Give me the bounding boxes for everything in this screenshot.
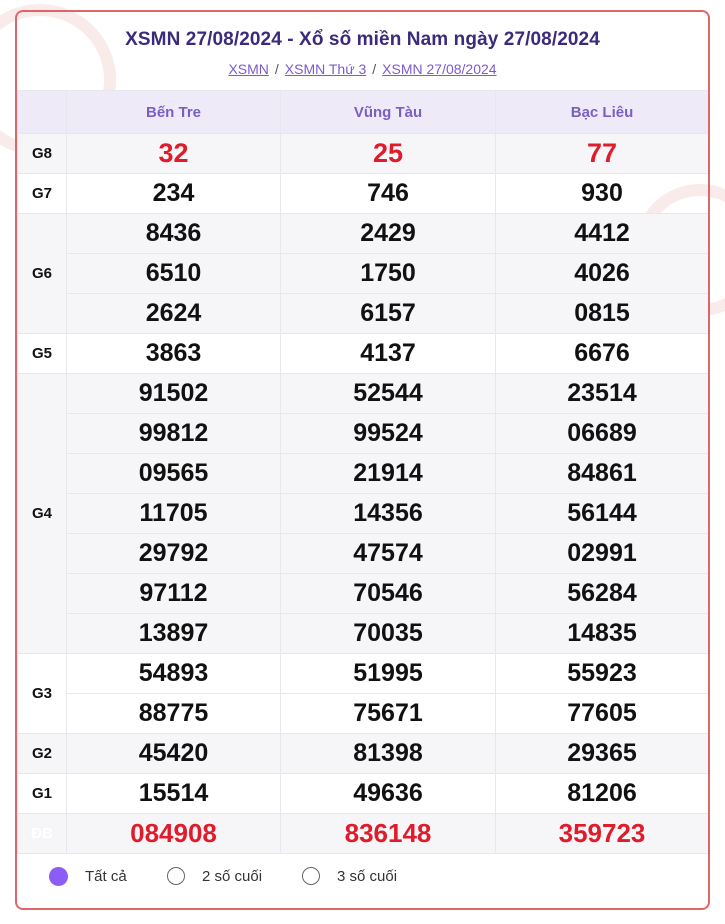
result-number: 51995	[281, 654, 496, 694]
breadcrumb-link-xsmn[interactable]: XSMN	[228, 61, 269, 77]
filter-option-last-3[interactable]	[302, 864, 397, 888]
result-number: 234	[67, 174, 281, 214]
filter-label: Tất cả	[85, 867, 127, 885]
prize-row	[18, 614, 709, 654]
result-number: 4412	[496, 214, 709, 254]
result-number: 70546	[281, 574, 496, 614]
prize-row	[18, 294, 709, 334]
prize-row	[18, 334, 709, 374]
result-number: 14835	[496, 614, 709, 654]
result-number: 1750	[281, 254, 496, 294]
breadcrumb-separator: /	[372, 61, 377, 77]
prize-label: G7	[18, 174, 67, 214]
prize-label: G4	[18, 374, 67, 654]
result-number: 930	[496, 174, 709, 214]
province-header: Bến Tre	[67, 91, 281, 134]
result-number: 23514	[496, 374, 709, 414]
results-table	[17, 90, 709, 854]
result-number: 91502	[67, 374, 281, 414]
filter-label: 3 số cuối	[337, 867, 398, 885]
result-number: 97112	[67, 574, 281, 614]
table-header-row	[18, 91, 709, 134]
prize-row	[18, 494, 709, 534]
prize-row	[18, 774, 709, 814]
prize-label: G8	[18, 134, 67, 174]
result-number: 0815	[496, 294, 709, 334]
prize-row	[18, 814, 709, 854]
result-number: 52544	[281, 374, 496, 414]
prize-label: G1	[18, 774, 67, 814]
result-number: 54893	[67, 654, 281, 694]
result-number: 746	[281, 174, 496, 214]
prize-row	[18, 694, 709, 734]
prize-row	[18, 574, 709, 614]
header-prize-column	[18, 91, 67, 134]
result-number: 77	[496, 134, 709, 174]
result-number: 56144	[496, 494, 709, 534]
result-number: 56284	[496, 574, 709, 614]
prize-row	[18, 454, 709, 494]
result-number: 99524	[281, 414, 496, 454]
result-number: 836148	[281, 814, 496, 854]
result-number: 6510	[67, 254, 281, 294]
result-number: 99812	[67, 414, 281, 454]
result-number: 49636	[281, 774, 496, 814]
breadcrumb-separator: /	[274, 61, 279, 77]
radio-unselected-icon[interactable]	[302, 867, 320, 885]
results-body	[18, 134, 709, 854]
result-number: 09565	[67, 454, 281, 494]
filter-label: 2 số cuối	[202, 867, 263, 885]
result-number: 6676	[496, 334, 709, 374]
prize-row	[18, 174, 709, 214]
result-number: 32	[67, 134, 281, 174]
result-number: 4026	[496, 254, 709, 294]
result-number: 15514	[67, 774, 281, 814]
prize-label: ĐB	[18, 814, 67, 854]
result-number: 3863	[67, 334, 281, 374]
filter-option-last-2[interactable]	[167, 864, 262, 888]
radio-selected-icon[interactable]	[49, 867, 68, 886]
prize-row	[18, 214, 709, 254]
filter-option-all[interactable]	[49, 864, 127, 888]
result-number: 47574	[281, 534, 496, 574]
result-number: 81206	[496, 774, 709, 814]
result-number: 75671	[281, 694, 496, 734]
result-number: 06689	[496, 414, 709, 454]
prize-row	[18, 134, 709, 174]
prize-row	[18, 534, 709, 574]
result-number: 81398	[281, 734, 496, 774]
result-number: 02991	[496, 534, 709, 574]
result-number: 359723	[496, 814, 709, 854]
province-header: Vũng Tàu	[281, 91, 496, 134]
result-number: 13897	[67, 614, 281, 654]
result-number: 4137	[281, 334, 496, 374]
result-number: 88775	[67, 694, 281, 734]
result-number: 77605	[496, 694, 709, 734]
digit-filter-group	[17, 855, 708, 895]
result-number: 084908	[67, 814, 281, 854]
prize-row	[18, 654, 709, 694]
result-number: 2429	[281, 214, 496, 254]
result-number: 29792	[67, 534, 281, 574]
breadcrumb-link-weekday[interactable]: XSMN Thứ 3	[284, 61, 367, 77]
prize-row	[18, 374, 709, 414]
prize-label: G6	[18, 214, 67, 334]
result-number: 29365	[496, 734, 709, 774]
page-title: XSMN 27/08/2024 - Xổ số miền Nam ngày 27/08/2024	[125, 29, 600, 50]
result-number: 70035	[281, 614, 496, 654]
prize-label: G5	[18, 334, 67, 374]
breadcrumb	[17, 61, 708, 81]
result-number: 21914	[281, 454, 496, 494]
prize-label: G2	[18, 734, 67, 774]
prize-row	[18, 734, 709, 774]
results-card	[15, 10, 710, 910]
prize-row	[18, 254, 709, 294]
breadcrumb-link-date[interactable]: XSMN 27/08/2024	[382, 61, 497, 77]
result-number: 2624	[67, 294, 281, 334]
radio-unselected-icon[interactable]	[167, 867, 185, 885]
result-number: 84861	[496, 454, 709, 494]
result-number: 11705	[67, 494, 281, 534]
result-number: 25	[281, 134, 496, 174]
result-number: 14356	[281, 494, 496, 534]
result-number: 8436	[67, 214, 281, 254]
result-number: 55923	[496, 654, 709, 694]
province-header: Bạc Liêu	[496, 91, 709, 134]
result-number: 6157	[281, 294, 496, 334]
prize-label: G3	[18, 654, 67, 734]
result-number: 45420	[67, 734, 281, 774]
prize-row	[18, 414, 709, 454]
